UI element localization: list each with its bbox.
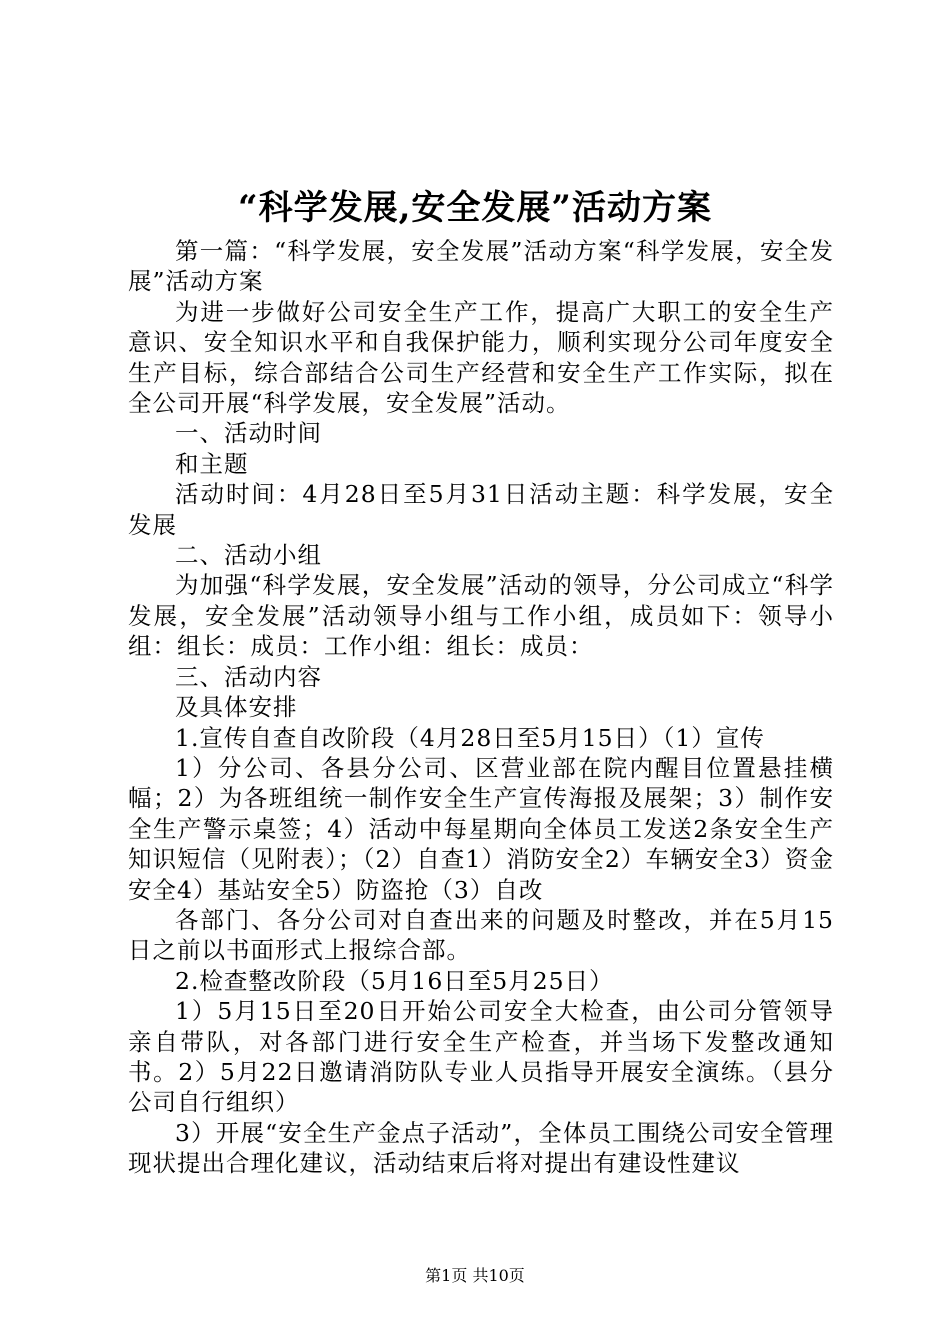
document-body bbox=[128, 236, 834, 1179]
section-heading: 三、活动内容 bbox=[175, 662, 322, 691]
section-heading: 和主题 bbox=[175, 449, 249, 478]
paragraph: 2.检查整改阶段（5月16日至5月25日） bbox=[175, 966, 614, 995]
paragraph: 活动时间：4月28日至5月31日活动主题：科学发展，安全发展 bbox=[128, 480, 834, 539]
document-title: “科学发展,安全发展”活动方案 bbox=[238, 188, 712, 228]
paragraph: 1.宣传自查自改阶段（4月28日至5月15日）（1）宣传 bbox=[175, 723, 765, 752]
page-indicator: 第1页 共10页 bbox=[425, 1266, 525, 1285]
section-heading: 一、活动时间 bbox=[175, 419, 322, 448]
paragraph: 3）开展“安全生产金点子活动”，全体员工围绕公司安全管理现状提出合理化建议，活动结束后将对提出有建设性建议 bbox=[128, 1118, 834, 1178]
paragraph: 为加强“科学发展，安全发展”活动的领导，分公司成立“科学发展，安全发展”活动领导小组与工作小组，成员如下：领导小组：组长：成员：工作小组：组长：成员： bbox=[128, 571, 834, 661]
section-heading: 及具体安排 bbox=[175, 693, 298, 722]
section-heading: 二、活动小组 bbox=[175, 541, 322, 570]
paragraph: 1）分公司、各县分公司、区营业部在院内醒目位置悬挂横幅；2）为各班组统一制作安全生产宣传海报及展架；3）制作安全生产警示桌签；4）活动中每星期向全体员工发送2条安全生产知识短信（见附表）；（2）自查1）消防安全2）车辆安全3）资金安全4）基站安全5）防盗抢（3）自改 bbox=[128, 753, 834, 904]
paragraph: 第一篇：“科学发展，安全发展”活动方案“科学发展，安全发展”活动方案 bbox=[128, 237, 834, 296]
paragraph: 各部门、各分公司对自查出来的问题及时整改，并在5月15日之前以书面形式上报综合部。 bbox=[128, 905, 834, 965]
paragraph: 为进一步做好公司安全生产工作，提高广大职工的安全生产意识、安全知识水平和自我保护能力，顺利实现分公司年度安全生产目标，综合部结合公司生产经营和安全生产工作实际，拟在全公司开展“科学发展，安全发展”活动。 bbox=[128, 297, 834, 418]
paragraph: 1）5月15日至20日开始公司安全大检查，由公司分管领导亲自带队，对各部门进行安全生产检查，并当场下发整改通知书。2）5月22日邀请消防队专业人员指导开展安全演练。（县分公司自行组织） bbox=[128, 997, 834, 1117]
